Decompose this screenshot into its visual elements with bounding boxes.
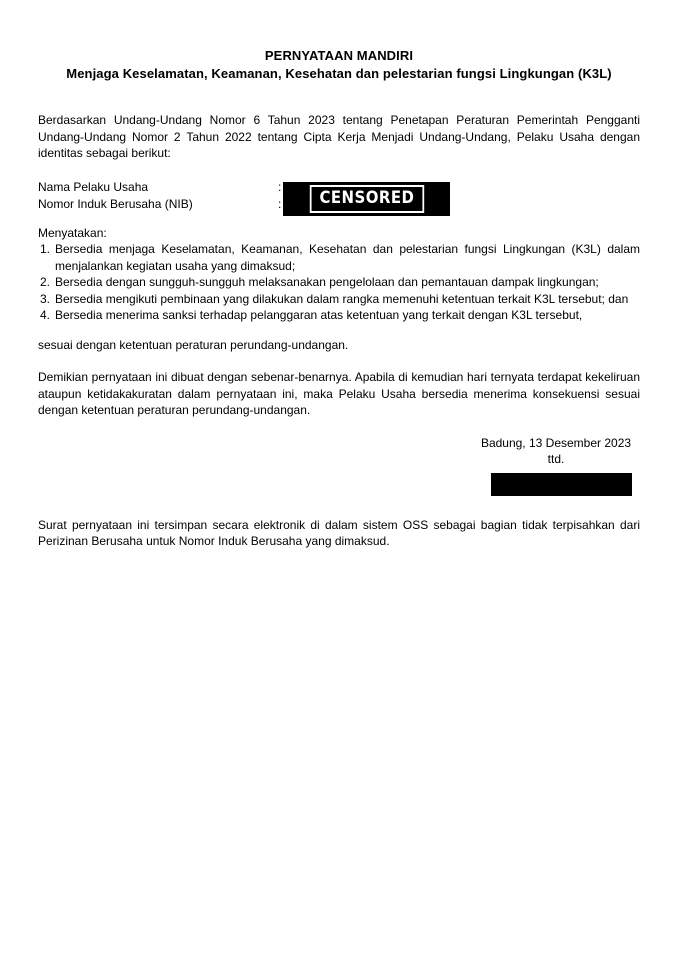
colon-nama: : [278, 179, 282, 194]
list-item-text: Bersedia menjaga Keselamatan, Keamanan, Kesehatan dan pelestarian fungsi Lingkungan (K3L) dalam menjalankan kegiatan usaha yang dimaksud; [55, 242, 640, 273]
identity-colons [278, 179, 281, 213]
signature-ttd-label: ttd. [547, 451, 565, 466]
declaration-list [38, 241, 640, 324]
signature-block [472, 435, 640, 496]
list-item [38, 291, 640, 308]
document-header [38, 48, 640, 82]
identity-block [38, 179, 640, 219]
list-item-number: 1. [40, 242, 51, 256]
page-title: PERNYATAAN MANDIRI [264, 48, 414, 63]
censored-stamp: CENSORED [309, 185, 423, 213]
document-content [38, 0, 640, 550]
list-item-number: 3. [40, 291, 51, 306]
label-nama-pelaku-usaha: Nama Pelaku Usaha [38, 179, 149, 194]
identity-redaction-block [283, 182, 450, 216]
list-item-number: 2. [40, 275, 51, 289]
list-item-text: Bersedia menerima sanksi terhadap pelanggaran atas ketentuan yang terkait dengan K3L tersebut, [55, 308, 583, 322]
list-item-number: 4. [40, 308, 51, 322]
declaration-intro: Menyatakan: [38, 225, 107, 240]
footnote-paragraph: Surat pernyataan ini tersimpan secara elektronik di dalam sistem OSS sebagai bagian tidak terpisahkan dari Perizinan Berusaha untuk Nomor Induk Berusaha yang dimaksud. [38, 517, 640, 548]
affirmation-paragraph: Demikian pernyataan ini dibuat dengan sebenar-benarnya. Apabila di kemudian hari ternyata terdapat kekeliruan ataupun ketidakakuratan dalam pernyataan ini, maka Pelaku Usaha bersedia menerima konsekuensi sesuai dengan ketentuan peraturan perundang-undangan. [38, 370, 640, 417]
signature-redaction-block [491, 473, 632, 496]
signature-place-date: Badung, 13 Desember 2023 [480, 435, 632, 450]
label-nomor-induk-berusaha: Nomor Induk Berusaha (NIB) [38, 196, 193, 211]
intro-paragraph: Berdasarkan Undang-Undang Nomor 6 Tahun 2023 tentang Penetapan Peraturan Pemerintah Pengganti Undang-Undang Nomor 2 Tahun 2022 tentang Cipta Kerja Menjadi Undang-Undang, Pelaku Usaha dengan identitas sebagai berikut: [38, 113, 640, 160]
page-subtitle: Menjaga Keselamatan, Keamanan, Kesehatan dan pelestarian fungsi Lingkungan (K3L) [66, 66, 612, 81]
list-item [38, 274, 640, 291]
list-item [38, 307, 640, 324]
closing-line: sesuai dengan ketentuan peraturan perundang-undangan. [38, 337, 349, 352]
colon-nib: : [278, 196, 282, 211]
list-item [38, 241, 640, 274]
list-item-text: Bersedia dengan sungguh-sungguh melaksanakan pengelolaan dan pemantauan dampak lingkungan; [55, 275, 599, 289]
list-item-text: Bersedia mengikuti pembinaan yang dilakukan dalam rangka memenuhi ketentuan terkait K3L tersebut; dan [55, 291, 629, 306]
